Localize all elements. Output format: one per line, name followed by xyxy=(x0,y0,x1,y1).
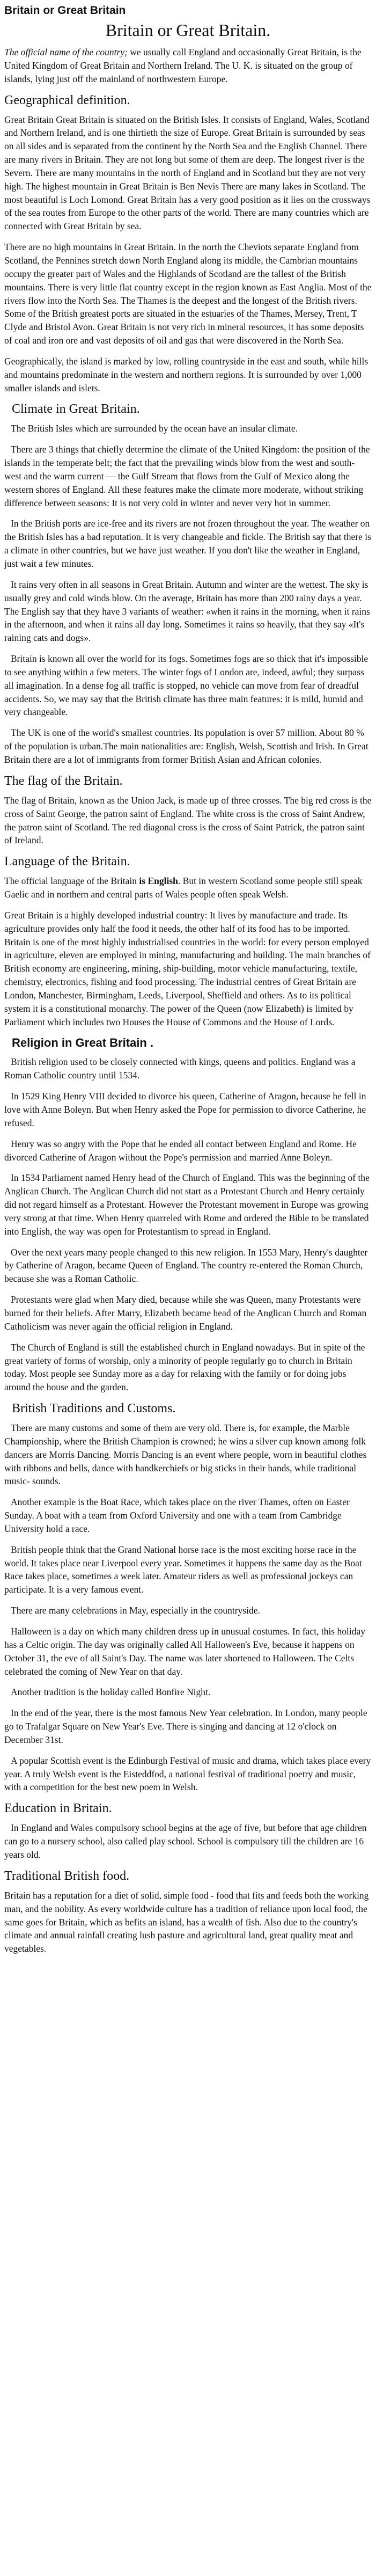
religion-paragraph-7: The Church of England is still the established church in England nowadays. But in spite of the great variety of forms of worship, only a minority of people regularly go to church in Britain today. Most people see Sunday more as a day for relaxing with the family or for doing jobs around the house and the garden. xyxy=(4,1341,365,1393)
food-paragraph-1: Britain has a reputation for a diet of solid, simple food - food that fits and feeds both the working man, and the nobility. As every worldwide culture has a tradition of reliance upon local food, the same goes for Britain, which as befits an island, has a wealth of fish. Also due to the country's climate and annual rainfall creating lush pasture and agricultural land, great quality meat and vegetables. xyxy=(4,1889,369,1954)
language-paragraph-2: Great Britain is a highly developed industrial country: It lives by manufacture and trade. Its agriculture provides only half the food it needs, the other half of its food has to be imported. Britain is one of the most highly industrialised countries in the world: for every person employed in agriculture, eleven are employed in mining, manufacturing and building. The main branches of British economy are engineering, mining, ship-building, motor vehicle manufacturing, textile, chemistry, electronics, fishing and food processing. The industrial centres of Great Britain are London, Manchester, Birmingham, Leeds, Liverpool, Sheffield and others. As to its political system it is a constitutional monarchy. The power of the Queen (now Elizabeth) is limited by Parliament which includes two Houses the House of Commons and the House of Lords. xyxy=(4,909,371,1027)
flag-paragraph-1: The flag of Britain, known as the Union Jack, is made up of three crosses. The big red cross is the cross of Saint George, the patron saint of England. The white cross is the cross of Saint Andrew, the patron saint of Scotland. The red diagonal cross is the cross of Saint Patrick, the patron saint of Ireland. xyxy=(4,794,372,846)
climate-paragraph-2: There are 3 things that chiefly determine the climate of the United Kingdom: the position of the islands in the temperate belt; the fact that the prevailing winds blow from the west and south-west and the warm current — the Gulf Stream that flows from the Gulf of Mexico along the western shores of England. All these features make the climate more moderate, without striking difference between seasons: It is not very cold in winter and never very hot in summer. xyxy=(4,444,370,508)
language-text-before: The official language of the Britain xyxy=(4,875,139,887)
traditions-paragraph-3: British people think that the Grand National horse race is the most exciting horse race in the world. It takes place near Liverpool every year. Sometimes it happens the same day as the Boat Race takes place, sometimes a week later. Amateur riders as well as professional jockeys can participate. It is a very famous event. xyxy=(4,1544,362,1595)
section-title-traditions: British Traditions and Customs. xyxy=(12,1402,176,1416)
geo-paragraph-1: Great Britain Great Britain is situated on the British Isles. It consists of England, Wales, Scotland and Northern Ireland, and is one thirtieth the size of Europe. Great Britain is surrounded by seas on all sides and is separated from the continent by the North Sea and the English Channel. There are many rivers in Britain. They are not long but some of them are deep. The longest river is the Severn. There are many mountains in the north of England and in Scotland but they are not very high. The highest mountain in Great Britain is Ben Nevis There are many lakes in Scotland. The most beautiful is Loch Lomond. Great Britain has a very good position as it lies on the crossways of the sea routes from Europe to the other parts of the world. There are many countries which are connected with Great Britain by sea. xyxy=(4,114,371,232)
traditions-paragraph-8: A popular Scottish event is the Edinburgh Festival of music and drama, which takes place every year. A truly Welsh event is the Eisteddfod, a national festival of traditional poetry and music, with a competition for the best new poem in Welsh. xyxy=(4,1755,371,1793)
traditions-paragraph-6: Another tradition is the holiday called Bonfire Night. xyxy=(11,1687,211,1698)
religion-paragraph-4: In 1534 Parliament named Henry head of the Church of England. This was the beginning of the Anglican Church. The Anglican Church did not start as a Protestant Church and Henry certainly did not regard himself as a Protestant. However the Protestant movement in Europe was growing very strong at that time. When Henry quarreled with Rome and ordered the Bible to be translated into English, the way was open for Protestantism to spread in England. xyxy=(4,1172,370,1237)
climate-paragraph-5: Britain is known all over the world for its fogs. Sometimes fogs are so thick that it's impossible to see anything within a few meters. The winter fogs of London are, indeed, awful; they surpass all imagination. In a dense fog all traffic is stopped, no vehicle can move from fear of dreadful accidents. So, we may say that the British climate has three main features: it is mild, humid and very changeable. xyxy=(4,653,368,718)
section-title-food: Traditional British food. xyxy=(4,1869,130,1883)
section-title-language: Language of the Britain. xyxy=(4,855,130,869)
page-title: Britain or Great Britain. xyxy=(105,20,271,40)
traditions-paragraph-4: There are many celebrations in May, especially in the countryside. xyxy=(11,1605,260,1616)
religion-paragraph-3: Henry was so angry with the Pope that he ended all contact between England and Rome. He divorced Catherine of Aragon without the Pope's permission and married Anne Boleyn. xyxy=(4,1138,357,1163)
traditions-paragraph-2: Another example is the Boat Race, which takes place on the river Thames, often on Easter Sunday. A boat with a team from Oxford University and one with a team from Cambridge University hold a race. xyxy=(4,1497,350,1534)
religion-paragraph-5: Over the next years many people changed to this new religion. In 1553 Mary, Henry's daughter by Catherine of Aragon, became Queen of England. The country re-entered the Roman Church, because she was a Roman Catholic. xyxy=(4,1246,368,1285)
geo-paragraph-3: Geographically, the island is marked by low, rolling countryside in the east and south, while hills and mountains predominate in the western and northern regions. It is surrounded by over 1,000 smaller islands and islets. xyxy=(4,355,368,393)
language-text-after: . But in western Scotland some people still speak Gaelic and in northern and central parts of Wales people often speak Welsh. xyxy=(4,875,363,900)
section-title-geography: Geographical definition. xyxy=(4,93,130,107)
intro-italic: The official name of the country; xyxy=(4,47,128,57)
climate-paragraph-3: In the British ports are ice-free and its rivers are not frozen throughout the year. The weather on the British Isles has a bad reputation. It is very changeable and fickle. The British say that there is a climate in other countries, but we have just weather. If you don't like the weather in England, just wait a few minutes. xyxy=(4,518,371,569)
section-title-education: Education in Britain. xyxy=(4,1801,112,1816)
climate-paragraph-4: It rains very often in all seasons in Great Britain. Autumn and winter are the wettest. The sky is usually grey and cold winds blow. On the average, Britain has more than 200 rainy days a year. The English say that they have 3 variants of weather: «when it rains in the morning, when it rains in the afternoon, and when it rains all day long. Sometimes it rains so heavily, that they say «It's raining cats and dogs». xyxy=(4,579,370,644)
religion-paragraph-2: In 1529 King Henry VIII decided to divorce his queen, Catherine of Aragon, because he fell in love with Anne Boleyn. But when Henry asked the Pope for permission to divorce Catherine, he refused. xyxy=(4,1091,366,1128)
section-title-flag: The flag of the Britain. xyxy=(4,773,123,788)
climate-paragraph-1: The British Isles which are surrounded by the ocean have an insular climate. xyxy=(11,423,298,434)
religion-paragraph-1: British religion used to be closely connected with kings, queens and politics. England was a Roman Catholic country until 1534. xyxy=(4,1056,356,1081)
intro-rest: we usually call England and occasionally Great Britain, is the United Kingdom of Great Britain and Northern Ireland. The U. K. is situated on the group of islands, lying just off the mainland of northwestern Europe. xyxy=(4,47,362,84)
religion-paragraph-6: Protestants were glad when Mary died, because while she was Queen, many Protestants were burned for their beliefs. After Marry, Elizabeth became head of the Anglican Church and Roman Catholicism was never again the official religion in England. xyxy=(4,1294,367,1332)
education-paragraph-1: In England and Wales compulsory school begins at the age of five, but before that age children can go to a nursery school, also called play school. School is compulsory till the children are 16 years old. xyxy=(4,1822,367,1860)
traditions-paragraph-1: There are many customs and some of them are very old. There is, for example, the Marble Championship, where the British Champion is crowned; he wins a silver cup known among folk dancers are Morris Dancing. Morris Dancing is an event where people, worn in beautiful clothes with ribbons and bells, dance with handkerchiefs or big sticks in their hands, while traditional music- sounds. xyxy=(4,1422,367,1487)
climate-paragraph-6: The UK is one of the world's smallest countries. Its population is over 57 million. About 80 % of the population is urban.The main nationalities are: English, Welsh, Scottish and Irish. In Great Britain there are a lot of immigrants from former British Asian and African colonies. xyxy=(4,727,368,765)
traditions-paragraph-5: Halloween is a day on which many children dress up in unusual costumes. In fact, this holiday has a Celtic origin. The day was originally called All Halloween's Eve, because it happens on October 31, the eve of all Saint's Day. The name was later shortened to Halloween. The Celts celebrated the coming of New Year on that day. xyxy=(4,1626,365,1677)
section-title-climate: Climate in Great Britain. xyxy=(12,402,140,417)
traditions-paragraph-7: In the end of the year, there is the most famous New Year celebration. In London, many people go to Trafalgar Square on New Year's Eve. There is singing and dancing at 12 o'clock on December 31st. xyxy=(4,1707,367,1745)
geo-paragraph-2: There are no high mountains in Great Britain. In the north the Cheviots separate England from Scotland, the Pennines stretch down North England along its middle, the Cambrian mountains occupy the greater part of Wales and the Highlands of Scotland are the tallest of the British mountains. There is very little flat country except in the region known as East Anglia. Most of the rivers flow into the North Sea. The Thames is the deepest and the longest of the British rivers. Some of the British greatest ports are situated in the estuaries of the Thames, Mersey, Trent, T Clyde and Bristol Avon. Great Britain is not very rich in mineral resources, it has some deposits of coal and iron ore and vast deposits of oil and gas that were discovered in the North Sea. xyxy=(4,242,372,346)
page-header-title: Britain or Great Britain xyxy=(4,4,126,17)
section-title-religion: Religion in Great Britain . xyxy=(12,1036,154,1050)
intro-paragraph xyxy=(4,46,372,86)
language-text-bold: is English xyxy=(139,875,178,887)
language-paragraph-1 xyxy=(4,874,372,901)
